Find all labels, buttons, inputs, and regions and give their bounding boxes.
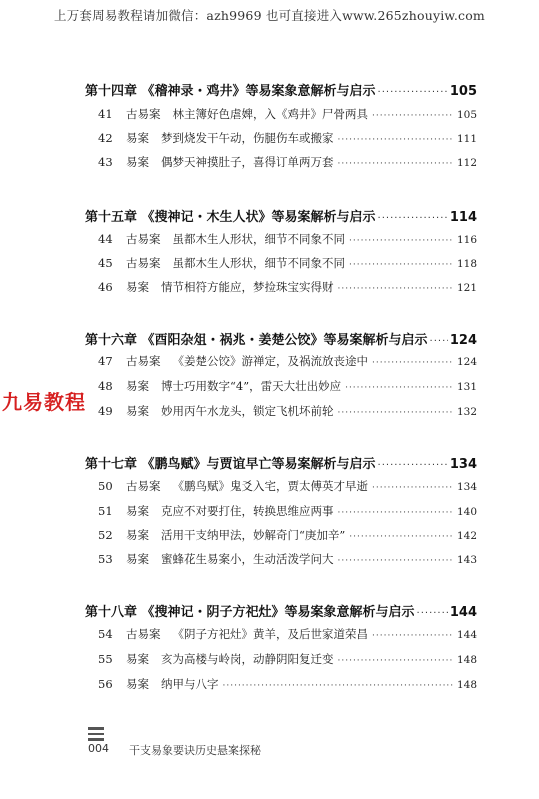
entry-kind: 古易案 — [126, 256, 161, 270]
leader-dots — [338, 135, 453, 145]
chapter-heading[interactable] — [85, 80, 477, 99]
entry-kind: 易案 — [126, 652, 149, 666]
chapter-heading[interactable] — [85, 601, 477, 620]
entry-title: 蜜蜂花生易案小，生动活泼学问大 — [161, 552, 334, 566]
toc-entry[interactable] — [98, 551, 477, 567]
chapter-page: 114 — [449, 210, 477, 225]
book-title: 干支易象要诀历史悬案探秘 — [129, 744, 261, 757]
entry-title: 偶梦天神摸肚子，喜得订单两万套 — [161, 155, 334, 169]
entry-kind: 易案 — [126, 131, 149, 145]
entry-number: 53 — [98, 552, 113, 566]
entry-title: 《姜楚公饺》游禅定，及祸流放丧途中 — [172, 354, 368, 368]
entry-title: 林主簿好色虐婢，入《鸡井》尸骨两具 — [172, 107, 368, 121]
chapter-page: 124 — [449, 333, 477, 348]
entry-number: 54 — [98, 627, 113, 641]
entry-title: 亥为高楼与岭岗，动静阴阳复迁变 — [161, 652, 334, 666]
leader-dots — [372, 483, 453, 493]
entry-page: 143 — [456, 554, 477, 566]
entry-number: 52 — [98, 528, 113, 542]
header-banner: 上万套周易教程请加微信：azh9969 也可直接进入www.265zhouyiw.com — [54, 8, 485, 23]
entry-page: 105 — [456, 109, 477, 121]
entry-title: 克应不对要打住，转换思维应两事 — [161, 504, 334, 518]
entry-number: 45 — [98, 256, 113, 270]
entry-kind: 易案 — [126, 379, 149, 393]
leader-dots — [349, 236, 453, 246]
leader-dots — [372, 631, 453, 641]
toc-entry[interactable] — [98, 676, 477, 692]
toc-entry[interactable] — [98, 626, 477, 642]
entry-page: 134 — [456, 481, 477, 493]
leader-dots — [378, 87, 448, 98]
chapter-title: 第十七章 《鹏鸟赋》与贾谊早亡等易案解析与启示 — [85, 457, 376, 472]
entry-title: 《阴子方祀灶》黄羊，及后世家道荣昌 — [172, 627, 368, 641]
entry-kind: 古易案 — [126, 627, 161, 641]
leader-dots — [430, 336, 448, 347]
entry-title: 虽都木生人形状，细节不同象不同 — [172, 232, 345, 246]
toc-entry[interactable] — [98, 353, 477, 369]
entry-page: 148 — [456, 679, 477, 691]
entry-page: 121 — [456, 282, 477, 294]
chapter-page: 105 — [449, 84, 477, 99]
entry-kind: 易案 — [126, 504, 149, 518]
entry-number: 56 — [98, 677, 113, 691]
entry-title: 活用干支纳甲法，妙解奇门“庚加辛” — [161, 528, 346, 542]
leader-dots — [338, 508, 453, 518]
leader-dots — [372, 111, 453, 121]
chapter-title: 第十八章 《搜神记・阴子方祀灶》等易案象意解析与启示 — [85, 605, 415, 620]
toc-entry[interactable] — [98, 403, 477, 419]
entry-page: 118 — [456, 258, 477, 270]
toc-entry[interactable] — [98, 527, 477, 543]
leader-dots — [378, 460, 448, 471]
entry-kind: 古易案 — [126, 354, 161, 368]
chapter-heading[interactable] — [85, 453, 477, 472]
toc-entry[interactable] — [98, 130, 477, 146]
entry-page: 140 — [456, 506, 477, 518]
entry-number: 49 — [98, 404, 113, 418]
entry-page: 131 — [456, 381, 477, 393]
leader-dots — [349, 260, 453, 270]
chapter-page: 134 — [449, 457, 477, 472]
entry-title: 妙用丙午水龙头，锁定飞机坏前轮 — [161, 404, 334, 418]
toc-entry[interactable] — [98, 651, 477, 667]
entry-page: 148 — [456, 654, 477, 666]
entry-title: 情节相符方能应，梦捡珠宝实得财 — [161, 280, 334, 294]
leader-dots — [417, 608, 448, 619]
entry-page: 142 — [456, 530, 477, 542]
entry-number: 48 — [98, 379, 113, 393]
entry-kind: 古易案 — [126, 107, 161, 121]
leader-dots — [338, 408, 453, 418]
entry-kind: 易案 — [126, 155, 149, 169]
toc-entry[interactable] — [98, 106, 477, 122]
entry-kind: 易案 — [126, 280, 149, 294]
chapter-page: 144 — [449, 605, 477, 620]
chapter-title: 第十六章 《酉阳杂俎・祸兆・姜楚公饺》等易案解析与启示 — [85, 333, 428, 348]
leader-dots — [338, 656, 453, 666]
toc-entry[interactable] — [98, 378, 477, 394]
entry-page: 144 — [456, 629, 477, 641]
entry-title: 纳甲与八字 — [161, 677, 219, 691]
leader-dots — [338, 556, 453, 566]
entry-number: 55 — [98, 652, 113, 666]
entry-number: 50 — [98, 479, 113, 493]
entry-title: 梦到烧发干午动，伤腿伤车或搬家 — [161, 131, 334, 145]
chapter-heading[interactable] — [85, 329, 477, 348]
leader-dots — [349, 532, 453, 542]
entry-number: 42 — [98, 131, 113, 145]
toc-entry[interactable] — [98, 154, 477, 170]
entry-title: 虽都木生人形状，细节不同象不同 — [172, 256, 345, 270]
entry-number: 44 — [98, 232, 113, 246]
leader-dots — [372, 358, 453, 368]
entry-number: 41 — [98, 107, 113, 121]
leader-dots — [338, 284, 453, 294]
entry-page: 124 — [456, 356, 477, 368]
entry-kind: 易案 — [126, 528, 149, 542]
toc-entry[interactable] — [98, 478, 477, 494]
entry-kind: 易案 — [126, 552, 149, 566]
entry-page: 116 — [456, 234, 477, 246]
toc-entry[interactable] — [98, 503, 477, 519]
entry-kind: 古易案 — [126, 232, 161, 246]
entry-page: 111 — [456, 133, 477, 145]
entry-number: 46 — [98, 280, 113, 294]
watermark-label: 九易教程 — [2, 390, 86, 414]
toc-entry[interactable] — [98, 279, 477, 295]
entry-number: 43 — [98, 155, 113, 169]
entry-page: 112 — [456, 157, 477, 169]
leader-dots — [223, 681, 453, 691]
entry-number: 47 — [98, 354, 113, 368]
page-number: 004 — [88, 742, 109, 755]
entry-number: 51 — [98, 504, 113, 518]
toc-entry[interactable] — [98, 255, 477, 271]
entry-kind: 易案 — [126, 404, 149, 418]
leader-dots — [345, 383, 453, 393]
chapter-title: 第十五章 《搜神记・木生人状》等易案解析与启示 — [85, 210, 376, 225]
entry-title: 博士巧用数字“4”，雷天大壮出妙应 — [161, 379, 342, 393]
toc-entry[interactable] — [98, 231, 477, 247]
chapter-heading[interactable] — [85, 206, 477, 225]
entry-kind: 古易案 — [126, 479, 161, 493]
chapter-title: 第十四章 《稽神录・鸡井》等易案象意解析与启示 — [85, 84, 376, 99]
entry-page: 132 — [456, 406, 477, 418]
entry-title: 《鹏鸟赋》鬼爻入宅，贾太傅英才早逝 — [172, 479, 368, 493]
leader-dots — [338, 159, 453, 169]
entry-kind: 易案 — [126, 677, 149, 691]
leader-dots — [378, 213, 448, 224]
